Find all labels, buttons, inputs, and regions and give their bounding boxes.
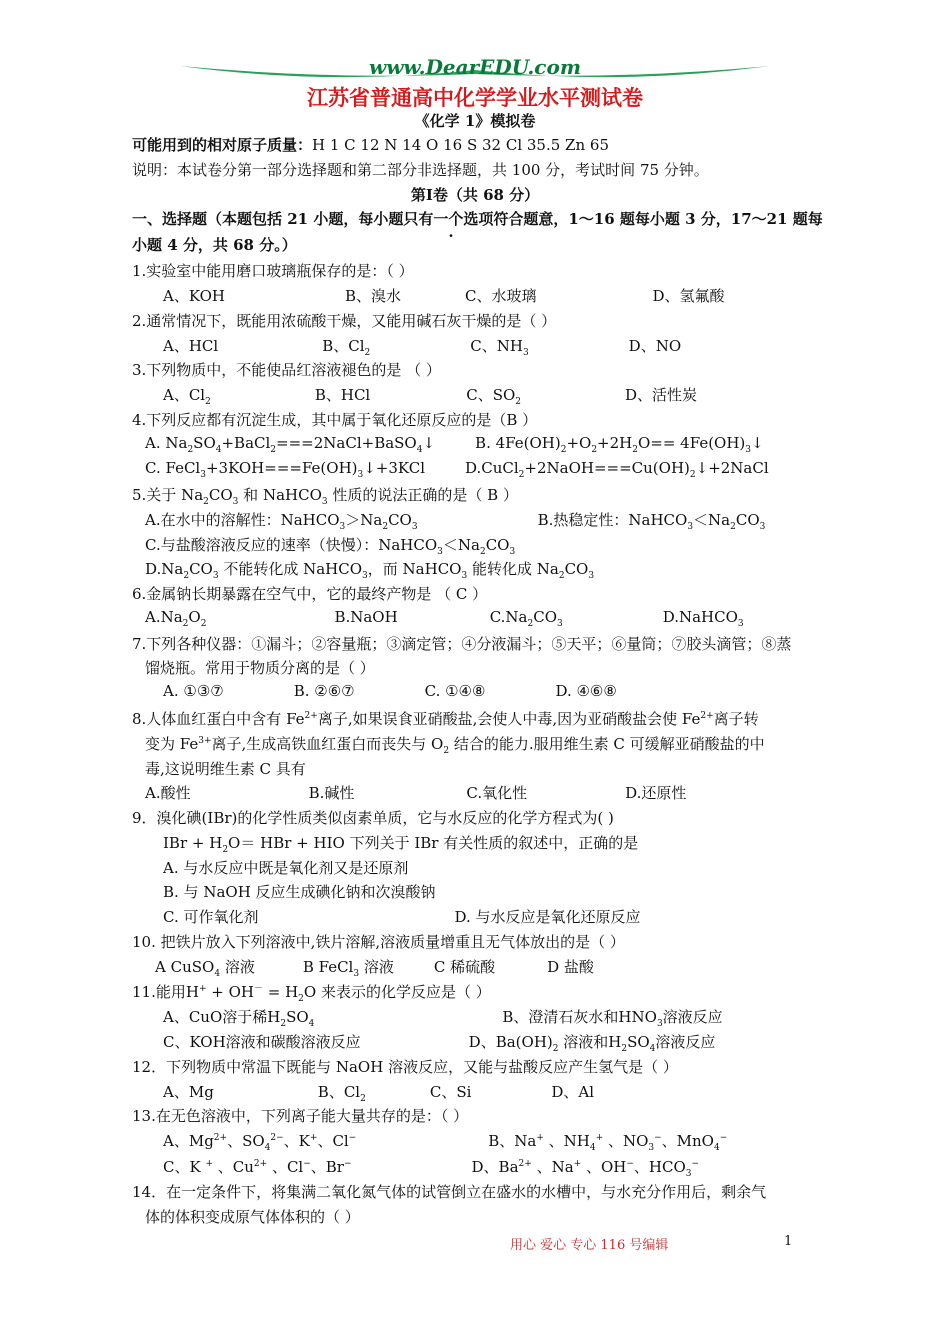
q7-options: A. ①③⑦ B. ②⑥⑦ C. ①④⑧ D. ④⑥⑧ bbox=[163, 682, 617, 700]
q14: 14．在一定条件下，将集满二氧化氮气体的试管倒立在盛水的水槽中，与水充分作用后，剩余气 bbox=[132, 1183, 767, 1201]
atomic-mass-line bbox=[132, 134, 609, 155]
emphasis-dots: 一个 bbox=[433, 210, 464, 228]
q5-c: C.与盐酸溶液反应的速率（快慢）：$NaHCO_3<Na_2CO_3$ bbox=[145, 536, 516, 557]
q12-options: A、Mg B、$Cl_2$ C、Si D、Al bbox=[163, 1083, 595, 1104]
exam-note: 说明：本试卷分第一部分选择题和第二部分非选择题，共 100 分，考试时间 75 分钟。 bbox=[132, 161, 709, 179]
section-heading: 一、选择题（本题包括 21 小题，每小题只有一个选项符合题意，1～16 题每小题 3 分，17～21 题每 bbox=[132, 210, 823, 228]
page-number: 1 bbox=[784, 1234, 793, 1249]
q5-ab: A.在水中的溶解性：$NaHCO_3>Na_2CO_3$ B.热稳定性：$NaHCO_3<Na_2CO_3$ bbox=[145, 511, 766, 532]
q11-cd: C、KOH溶液和碳酸溶液反应 D、$Ba(OH)_2$ 溶液和$H_2SO_4$溶液反应 bbox=[163, 1033, 716, 1054]
q10: 10. 把铁片放入下列溶液中,铁片溶解,溶液质量增重且无气体放出的是（ ） bbox=[132, 933, 625, 951]
q3-options: A、$Cl_2$ B、HCl C、$SO_2$ D、活性炭 bbox=[163, 386, 698, 407]
q2: 2.通常情况下，既能用浓硫酸干燥，又能用碱石灰干燥的是（ ） bbox=[132, 312, 557, 330]
q8-cont2: 毒,这说明维生素 C 具有 bbox=[145, 760, 306, 778]
q13-cd: C、K + 、$Cu^{2+}$ 、Cl−、Br− D、$Ba^{2+}$ 、Na+ 、OH−、$HCO_3^-$ bbox=[163, 1158, 700, 1179]
page-subtitle: 《化学 1》模拟卷 bbox=[414, 112, 536, 130]
q12: 12．下列物质中常温下既能与 NaOH 溶液反应，又能与盐酸反应产生氢气是（ ） bbox=[132, 1058, 678, 1076]
q5: 5.关于 $Na_2CO_3$ 和 NaHCO$_3$ 性质的说法正确的是（ B ） bbox=[132, 486, 518, 507]
q10-options: A CuSO$_4$ 溶液 B FeCl$_3$ 溶液 C 稀硫酸 D 盐酸 bbox=[155, 958, 594, 979]
part-heading: 第Ⅰ卷（共 68 分） bbox=[410, 186, 540, 204]
q6: 6.金属钠长期暴露在空气中，它的最终产物是 （ C ） bbox=[132, 585, 488, 603]
q7: 7.下列各种仪器：①漏斗；②容量瓶；③滴定管；④分液漏斗；⑤天平；⑥量筒；⑦胶头滴管；⑧蒸 bbox=[132, 635, 792, 653]
q1: 1.实验室中能用磨口玻璃瓶保存的是：（ ） bbox=[132, 262, 414, 280]
q9-cd: C. 可作氧化剂 D. 与水反应是氧化还原反应 bbox=[163, 908, 641, 926]
q6-options: $A.Na_2O_2$ B.NaOH $C.Na_2CO_3$ D.NaHCO$_3$ bbox=[145, 608, 744, 629]
q4-cd: C. $FeCl_3+3KOH===Fe(OH)_3↓+3KCl$ $D.CuCl_2+2NaOH===Cu(OH)_2↓+2NaCl$ bbox=[145, 459, 769, 480]
mass-label: 可能用到的相对原子质量： bbox=[132, 136, 313, 154]
q8: 8.人体血红蛋白中含有 $Fe^{2+}$离子,如果误食亚硝酸盐,会使人中毒,因为亚硝酸盐会使 $Fe^{2+}$离子转 bbox=[132, 710, 759, 728]
page-title: 江苏省普通高中化学学业水平测试卷 bbox=[307, 86, 643, 110]
mass-values: H 1 C 12 N 14 O 16 S 32 Cl 35.5 Zn 65 bbox=[312, 136, 609, 154]
q13: 13.在无色溶液中，下列离子能大量共存的是：（ ） bbox=[132, 1107, 469, 1125]
q4-ab: A. $Na_2SO_4+BaCl_2===2NaCl+BaSO_4↓$ B. $4Fe(OH)_2+O_2+2H_2O==$ $4Fe(OH)_3↓$ bbox=[145, 434, 764, 455]
q9: 9．溴化碘(IBr)的化学性质类似卤素单质，它与水反应的化学方程式为( ) bbox=[132, 809, 614, 827]
q14-cont: 体的体积变成原气体体积的（ ） bbox=[145, 1208, 360, 1226]
q9-eq: IBr + $H_2O=$ HBr + HIO 下列关于 IBr 有关性质的叙述中，正确的是 bbox=[163, 834, 639, 855]
q11-ab: A、CuO溶于稀$H_2SO_4$ B、澄清石灰水和$HNO_3$溶液反应 bbox=[163, 1008, 723, 1029]
q8-cont1: 变为 $Fe^{3+}$离子,生成高铁血红蛋白而丧失与 $O_2$ 结合的能力.服用维生素 C 可缓解亚硝酸盐的中 bbox=[145, 735, 765, 756]
q4: 4.下列反应都有沉淀生成，其中属于氧化还原反应的是（B ） bbox=[132, 411, 538, 429]
section-heading-cont: 小题 4 分，共 68 分。） bbox=[132, 236, 297, 254]
q2-options: A、HCl B、$Cl_2$ C、$NH_3$ D、NO bbox=[163, 337, 682, 358]
site-name: www.DearEDU.com bbox=[368, 55, 582, 79]
q9-b: B. 与 NaOH 反应生成碘化钠和次溴酸钠 bbox=[163, 883, 436, 901]
q8-options: A.酸性 B.碱性 C.氧化性 D.还原性 bbox=[145, 784, 687, 802]
q13-ab: A、$Mg^{2+}$、$SO_4^{2-}$、K+、Cl− B、Na+ 、$NH_4^+$ 、$NO_3^-$、MnO$_4$− bbox=[163, 1132, 728, 1153]
q3: 3.下列物质中，不能使品红溶液褪色的是 （ ） bbox=[132, 361, 441, 379]
q7-cont: 馏烧瓶。常用于物质分离的是（ ） bbox=[145, 659, 375, 677]
q1-options: A、KOH B、溴水 C、水玻璃 D、氢氟酸 bbox=[163, 287, 725, 305]
q5-d: $D.Na_2CO_3$ 不能转化成 NaHCO$_3$，而 NaHCO$_3$ 能转化成 $Na_2CO_3$ bbox=[145, 560, 595, 581]
q11: 11.能用$H^+ + OH^- = H_2O$ 来表示的化学反应是（ ） bbox=[132, 983, 491, 1004]
q9-a: A. 与水反应中既是氧化剂又是还原剂 bbox=[163, 859, 409, 877]
footer-editor: 用心 爱心 专心 116 号编辑 bbox=[510, 1238, 669, 1253]
